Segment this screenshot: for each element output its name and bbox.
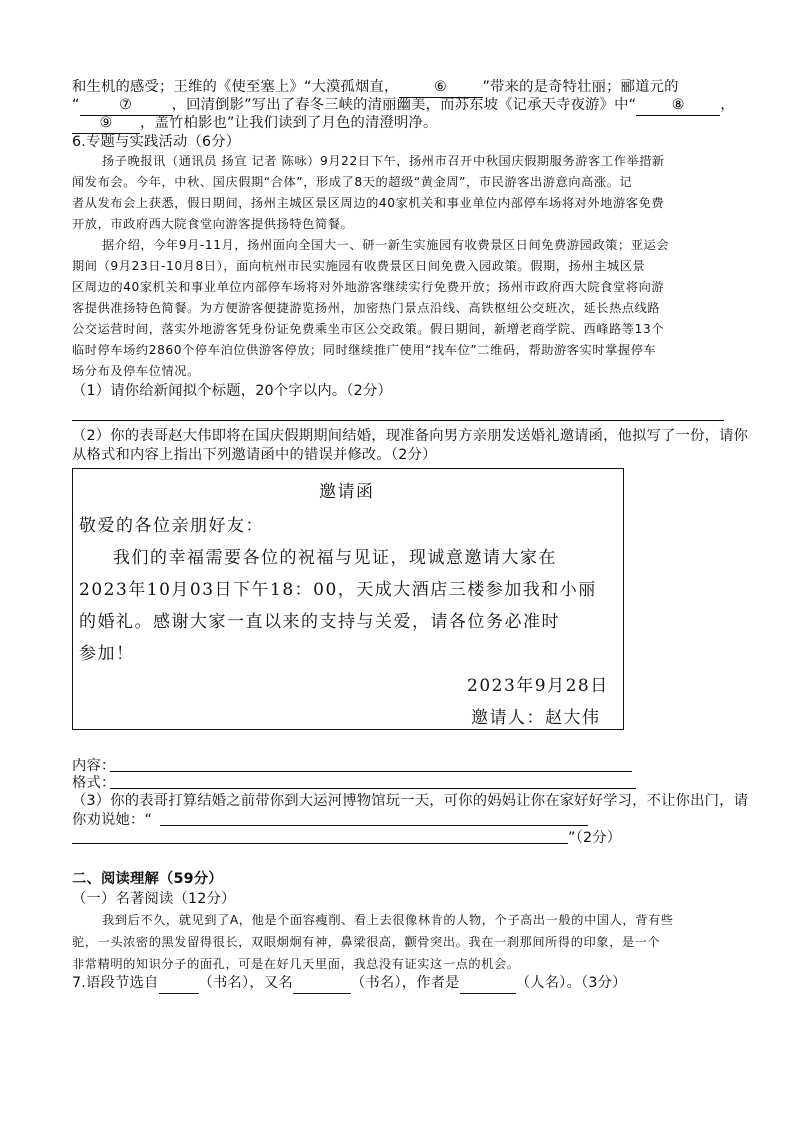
text: （人名）。（3分）: [515, 975, 627, 991]
blank-9[interactable]: ⑨: [72, 113, 140, 134]
invitation-title: 邀请函: [319, 482, 375, 502]
news-line: 客提供准扬特色简餐。为方便游客便捷游览扬州，加密热门景点沿线、高铁枢纽公交班次，延长热点线路: [72, 301, 661, 315]
passage-line: 我到后不久，就见到了A，他是个面容瘦削、看上去很像林肯的人物，个子高出一般的中国人，背有些: [102, 913, 674, 927]
news-line: 公交运营时间，落实外地游客凭身份证免费乘坐市区公交政策。假日期间，新增老商学院、西峰路等13个: [72, 322, 665, 336]
q6-sub3-line2: 你劝说她：“: [72, 812, 153, 828]
blank-8[interactable]: ⑧: [636, 95, 720, 116]
blank-alt-name[interactable]: [293, 973, 351, 994]
text: （书名），又名: [198, 975, 293, 991]
blank-book-name[interactable]: [159, 973, 199, 994]
news-line: 临时停车场约2860个停车泊位供游客停放；同时继续推广使用“找车位”二维码，帮助游客实时掌握停车: [72, 343, 657, 357]
format-label: 格式：: [72, 775, 116, 791]
news-line: 者从发布会上获悉，假日期间，扬州主城区景区周边的40家机关和事业单位内部停车场将对外地游客免费: [72, 196, 665, 210]
q6-sub2-line1: （2）你的表哥赵大伟即将在国庆假期期间结婚，现准备向男方亲朋发送婚礼邀请函，他拟写了一份，请你: [72, 428, 749, 444]
invitation-body-line: 的婚礼。感谢大家一直以来的支持与关爱，请各位务必准时: [79, 612, 560, 632]
news-line: 场分布及停车位情况。: [72, 364, 200, 378]
text: （书名），作者是: [350, 975, 460, 991]
persuade-answer-line-2[interactable]: [72, 843, 568, 844]
invitation-greeting: 敬爱的各位亲朋好友：: [79, 516, 264, 536]
format-answer-line[interactable]: [110, 788, 636, 789]
section2-title: 二、阅读理解（59分）: [72, 871, 223, 887]
text: ，回清倒影”写出了春冬三峡的清丽幽美，而苏东坡《记承天寺夜游》中“: [171, 97, 637, 113]
invitation-date: 2023年9月28日: [467, 676, 609, 696]
q6-sub2-line2: 从格式和内容上指出下列邀请函中的错误并修改。（2分）: [72, 447, 437, 463]
persuade-answer-line-1[interactable]: [160, 825, 588, 826]
poem-line-3: [72, 113, 438, 134]
passage-line: 非常精明的知识分子的面孔，可是在好几天里面，我总没有证实这一点的机会。: [72, 957, 520, 971]
q6-sub3-line1: （3）你的表哥打算结婚之前带你到大运河博物馆玩一天，可你的妈妈让你在家好好学习，不让你出门，请: [72, 793, 749, 809]
invitation-body-line: 2023年10月03日下午18：00，天成大酒店三楼参加我和小丽: [79, 580, 597, 600]
text: ”带来的是奇特壮丽；郦道元的: [482, 79, 679, 95]
invitation-box: [72, 468, 624, 730]
blank-7[interactable]: ⑦: [80, 95, 172, 116]
text: ，盖竹柏影也”让我们读到了月色的清澄明净。: [140, 115, 438, 131]
invitation-body-line: 我们的幸福需要各位的祝福与见证，现诚意邀请大家在: [113, 548, 557, 568]
news-line: 期间（9月23日-10月8日），面向杭州市民实施园有收费景区日间免费入园政策。假期，扬州主城区景: [72, 259, 646, 273]
news-line: 区周边的40家机关和事业单位内部停车场将对外地游客继续实行免费开放；扬州市政府西大院食堂将向游: [72, 280, 665, 294]
q6-title: 6.专题与实践活动（6分）: [72, 134, 241, 150]
blank-6[interactable]: ⑥: [399, 77, 483, 98]
news-line: 开放，市政府西大院食堂向游客提供扬特色简餐。: [72, 217, 354, 231]
text: “: [72, 97, 80, 113]
q6-sub3-score: ”（2分）: [568, 830, 622, 846]
q6-sub1: （1）请你给新闻拟个标题，20个字以内。（2分）: [72, 383, 392, 399]
content-answer-line[interactable]: [110, 771, 632, 772]
invitation-body-line: 参加！: [79, 644, 135, 664]
news-line: 闻发布会。今年，中秋、国庆假期“合体”，形成了8天的超级“黄金周”，市民游客出游意向高涨。记: [72, 175, 633, 189]
text: ，: [720, 97, 735, 113]
text: 和生机的感受；王维的《使至塞上》“大漠孤烟直，: [72, 79, 399, 95]
invitation-signature: 邀请人：赵大伟: [471, 708, 601, 728]
content-label: 内容：: [72, 758, 116, 774]
passage-line: 驼，一头浓密的黑发留得很长，双眼炯炯有神，鼻梁很高，颧骨突出。我在一刹那间所得的印象，是一个: [72, 935, 661, 949]
news-line: 据介绍，今年9月-11月，扬州面向全国大一、研一新生实施园有收费景区日间免费游园政策；亚运会: [102, 238, 670, 252]
answer-line-title[interactable]: [72, 420, 724, 421]
q7-line: [72, 973, 627, 994]
news-line: 扬子晚报讯（通讯员 扬宣 记者 陈咏）9月22日下午，扬州市召开中秋国庆假期服务游客工作举措新: [102, 154, 665, 168]
text: 7.语段节选自: [72, 975, 159, 991]
blank-author[interactable]: [460, 973, 516, 994]
section2-part1: （一）名著阅读（12分）: [72, 891, 236, 907]
